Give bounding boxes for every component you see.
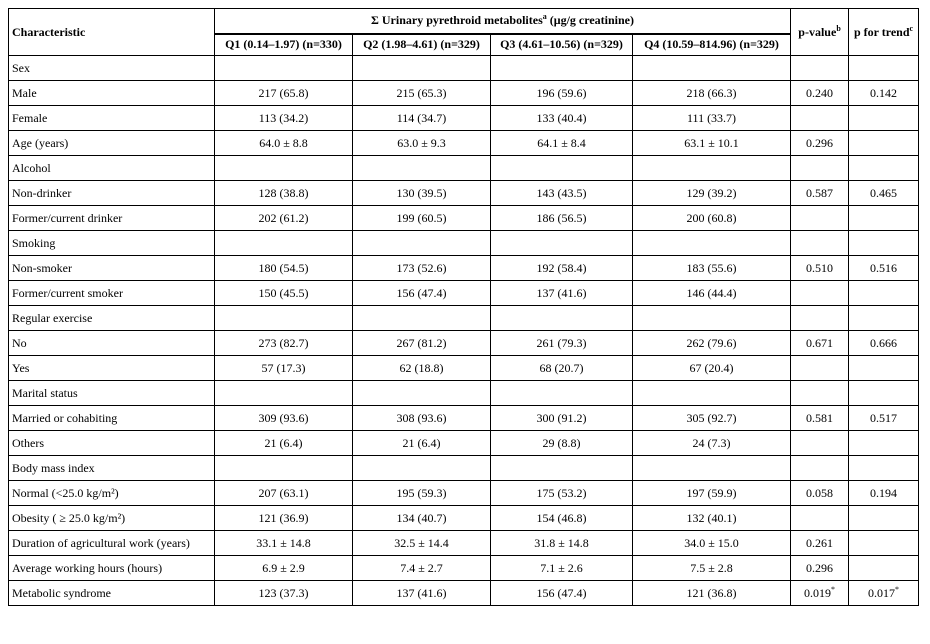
table-row [9, 231, 919, 256]
cell-q1 [215, 481, 353, 506]
row-label-text: Married or cohabiting [12, 410, 118, 425]
table-row [9, 406, 919, 431]
cell-p-trend [849, 381, 919, 406]
cell-q3 [491, 306, 633, 331]
quartile-header-q2: Q2 (1.98–4.61) (n=329) [353, 34, 491, 56]
table-row [9, 206, 919, 231]
table-body [9, 56, 919, 606]
cell-p-value-text: 0.058 [806, 485, 834, 500]
cell-q1-text: 6.9 ± 2.9 [262, 560, 305, 575]
cell-p-trend [849, 231, 919, 256]
cell-p-trend-text: 0.142 [870, 85, 898, 100]
cell-q4-text: 183 (55.6) [686, 260, 737, 275]
cell-p-value-text: 0.240 [806, 85, 834, 100]
cell-q4-text: 34.0 ± 15.0 [684, 535, 739, 550]
cell-q2 [353, 56, 491, 81]
row-label [9, 131, 215, 156]
cell-q1-text: 217 (65.8) [258, 85, 309, 100]
group-unit: (μg/g creatinine) [546, 13, 634, 28]
row-label-text: Non-drinker [12, 185, 72, 200]
cell-q1 [215, 156, 353, 181]
table-row [9, 556, 919, 581]
characteristics-table [8, 8, 919, 606]
cell-p-value [791, 406, 849, 431]
cell-q3 [491, 406, 633, 431]
table-row [9, 281, 919, 306]
table-row [9, 306, 919, 331]
quartile-header-q3: Q3 (4.61–10.56) (n=329) [491, 34, 633, 56]
cell-p-value [791, 381, 849, 406]
cell-p-value [791, 281, 849, 306]
cell-q4-text: 262 (79.6) [686, 335, 737, 350]
row-label [9, 556, 215, 581]
row-label [9, 356, 215, 381]
p-trend-label: p for trend [853, 24, 910, 39]
cell-q3 [491, 56, 633, 81]
table-row [9, 81, 919, 106]
row-label [9, 256, 215, 281]
table-row [9, 106, 919, 131]
cell-q4 [633, 456, 791, 481]
cell-p-value-text: 0.296 [806, 135, 834, 150]
header-row-top [9, 9, 919, 34]
cell-q3-text: 7.1 ± 2.6 [540, 560, 583, 575]
cell-p-trend [849, 181, 919, 206]
cell-q3-text: 29 (8.8) [542, 435, 581, 450]
row-label-text: Former/current drinker [12, 210, 123, 225]
cell-p-value [791, 481, 849, 506]
cell-q2 [353, 356, 491, 381]
table-row [9, 181, 919, 206]
row-label-text: Former/current smoker [12, 285, 123, 300]
cell-q3-text: 133 (40.4) [536, 110, 587, 125]
cell-q1-text: 273 (82.7) [258, 335, 309, 350]
cell-q4-text: 67 (20.4) [689, 360, 734, 375]
cell-q2 [353, 531, 491, 556]
cell-q2 [353, 206, 491, 231]
table-row [9, 256, 919, 281]
cell-q3-text: 68 (20.7) [539, 360, 584, 375]
cell-q4-text: 146 (44.4) [686, 285, 737, 300]
table-row [9, 356, 919, 381]
cell-p-trend [849, 406, 919, 431]
cell-q2 [353, 506, 491, 531]
cell-q2 [353, 406, 491, 431]
cell-p-trend-text: 0.194 [870, 485, 898, 500]
cell-q2 [353, 181, 491, 206]
row-label-text: Non-smoker [12, 260, 72, 275]
cell-q1-text: 309 (93.6) [258, 410, 309, 425]
cell-p-trend [849, 106, 919, 131]
cell-q1 [215, 131, 353, 156]
cell-q1-text: 128 (38.8) [258, 185, 309, 200]
row-label [9, 156, 215, 181]
cell-q1 [215, 56, 353, 81]
cell-q4 [633, 356, 791, 381]
cell-q3 [491, 356, 633, 381]
p-value-footnote: b [836, 23, 841, 33]
row-label [9, 531, 215, 556]
row-label [9, 481, 215, 506]
table-row [9, 331, 919, 356]
cell-q1-text: 21 (6.4) [264, 435, 303, 450]
cell-p-value [791, 306, 849, 331]
cell-q3 [491, 456, 633, 481]
table-row [9, 481, 919, 506]
cell-q4 [633, 56, 791, 81]
row-label-text: Duration of agricultural work (years) [12, 535, 190, 550]
row-label [9, 206, 215, 231]
cell-q2-text: 114 (34.7) [396, 110, 447, 125]
cell-q4 [633, 281, 791, 306]
cell-p-trend [849, 531, 919, 556]
cell-p-trend [849, 156, 919, 181]
cell-p-value [791, 131, 849, 156]
row-label [9, 106, 215, 131]
p-trend-header [849, 9, 919, 56]
cell-q2 [353, 131, 491, 156]
row-label-text: Smoking [12, 235, 56, 250]
cell-q3-text: 64.1 ± 8.4 [537, 135, 586, 150]
row-label [9, 431, 215, 456]
cell-p-value [791, 531, 849, 556]
cell-p-trend [849, 481, 919, 506]
cell-q2-text: 308 (93.6) [396, 410, 447, 425]
cell-q4 [633, 131, 791, 156]
cell-q4-text: 24 (7.3) [692, 435, 731, 450]
cell-q2-text: 199 (60.5) [396, 210, 447, 225]
p-value-label: p-value [798, 24, 837, 39]
cell-q4-text: 63.1 ± 10.1 [684, 135, 739, 150]
cell-q4 [633, 556, 791, 581]
cell-q4 [633, 106, 791, 131]
cell-p-value [791, 181, 849, 206]
row-label-text: Average working hours (hours) [12, 560, 163, 575]
cell-q1 [215, 531, 353, 556]
cell-q1 [215, 231, 353, 256]
row-label-text: No [12, 335, 27, 350]
cell-q1 [215, 81, 353, 106]
cell-q3-text: 186 (56.5) [536, 210, 587, 225]
cell-q2 [353, 156, 491, 181]
cell-q3 [491, 281, 633, 306]
table-row [9, 131, 919, 156]
cell-q4 [633, 331, 791, 356]
cell-q3 [491, 231, 633, 256]
row-label [9, 381, 215, 406]
cell-q1 [215, 406, 353, 431]
table-row [9, 531, 919, 556]
cell-q3-text: 156 (47.4) [536, 585, 587, 600]
cell-p-value-text: 0.296 [806, 560, 834, 575]
cell-q1 [215, 206, 353, 231]
cell-q4 [633, 256, 791, 281]
cell-p-trend [849, 356, 919, 381]
cell-q2 [353, 556, 491, 581]
row-label [9, 456, 215, 481]
cell-q3 [491, 156, 633, 181]
cell-q4 [633, 81, 791, 106]
cell-p-trend [849, 131, 919, 156]
cell-q4 [633, 181, 791, 206]
cell-q3-text: 192 (58.4) [536, 260, 587, 275]
cell-q1-text: 202 (61.2) [258, 210, 309, 225]
cell-q2 [353, 581, 491, 606]
cell-q2-text: 21 (6.4) [402, 435, 441, 450]
cell-q1 [215, 581, 353, 606]
cell-q2 [353, 431, 491, 456]
cell-p-value [791, 356, 849, 381]
cell-q3 [491, 581, 633, 606]
cell-p-trend [849, 581, 919, 606]
cell-p-trend [849, 431, 919, 456]
cell-q4 [633, 531, 791, 556]
cell-q2-text: 137 (41.6) [396, 585, 447, 600]
cell-q2-text: 267 (81.2) [396, 335, 447, 350]
cell-p-trend [849, 256, 919, 281]
cell-q1-text: 113 (34.2) [258, 110, 309, 125]
cell-p-trend-text: 0.666 [870, 335, 898, 350]
cell-q3 [491, 381, 633, 406]
cell-q3 [491, 331, 633, 356]
cell-q2 [353, 256, 491, 281]
cell-q1-text: 57 (17.3) [261, 360, 306, 375]
cell-p-value [791, 231, 849, 256]
cell-q3-text: 154 (46.8) [536, 510, 587, 525]
cell-q2-text: 195 (59.3) [396, 485, 447, 500]
row-label-text: Alcohol [12, 160, 51, 175]
quartile-header-q4: Q4 (10.59–814.96) (n=329) [633, 34, 791, 56]
cell-q3 [491, 431, 633, 456]
cell-q3 [491, 506, 633, 531]
cell-q1 [215, 256, 353, 281]
cell-q4-text: 132 (40.1) [686, 510, 737, 525]
cell-q2 [353, 481, 491, 506]
cell-q1 [215, 106, 353, 131]
table-row [9, 506, 919, 531]
row-label-text: Body mass index [12, 460, 95, 475]
cell-p-value [791, 56, 849, 81]
cell-q1 [215, 306, 353, 331]
cell-q1 [215, 506, 353, 531]
cell-q1 [215, 456, 353, 481]
cell-q1-text: 121 (36.9) [258, 510, 309, 525]
cell-p-trend-text: 0.516 [870, 260, 898, 275]
cell-p-value [791, 331, 849, 356]
cell-q2-text: 7.4 ± 2.7 [400, 560, 443, 575]
cell-q4-text: 218 (66.3) [686, 85, 737, 100]
cell-p-value-text: 0.581 [806, 410, 834, 425]
cell-q2 [353, 81, 491, 106]
cell-p-trend [849, 556, 919, 581]
row-label-text: Sex [12, 60, 30, 75]
cell-q1 [215, 356, 353, 381]
row-label [9, 181, 215, 206]
table-row [9, 56, 919, 81]
cell-q4 [633, 306, 791, 331]
row-label [9, 231, 215, 256]
row-label-text: Male [12, 85, 37, 100]
cell-q1-text: 123 (37.3) [258, 585, 309, 600]
cell-p-value [791, 556, 849, 581]
cell-p-value [791, 581, 849, 606]
group-title: Σ Urinary pyrethroid metabolites [371, 13, 543, 28]
cell-p-value-text: 0.671 [806, 335, 834, 350]
cell-q4 [633, 481, 791, 506]
cell-p-value [791, 156, 849, 181]
cell-q4-text: 200 (60.8) [686, 210, 737, 225]
cell-q2-text: 215 (65.3) [396, 85, 447, 100]
cell-q4 [633, 506, 791, 531]
cell-q1 [215, 556, 353, 581]
cell-q4-text: 197 (59.9) [686, 485, 737, 500]
cell-p-value [791, 456, 849, 481]
row-label-text: Regular exercise [12, 310, 93, 325]
cell-q2-text: 62 (18.8) [399, 360, 444, 375]
cell-q4 [633, 581, 791, 606]
cell-p-trend [849, 56, 919, 81]
cell-p-trend-text: 0.465 [870, 185, 898, 200]
cell-p-trend-text: 0.517 [870, 410, 898, 425]
cell-q1 [215, 281, 353, 306]
cell-q2 [353, 331, 491, 356]
cell-q4 [633, 406, 791, 431]
metabolites-group-header [215, 9, 791, 34]
cell-q3 [491, 106, 633, 131]
characteristic-header: Characteristic [9, 9, 215, 56]
row-label-text: Normal (<25.0 kg/m²) [12, 485, 119, 500]
cell-p-trend [849, 506, 919, 531]
cell-q4 [633, 431, 791, 456]
cell-q3 [491, 556, 633, 581]
cell-q3-text: 300 (91.2) [536, 410, 587, 425]
table-row [9, 581, 919, 606]
cell-p-value [791, 81, 849, 106]
row-label [9, 281, 215, 306]
row-label [9, 506, 215, 531]
cell-q4-text: 7.5 ± 2.8 [690, 560, 733, 575]
cell-q3-text: 143 (43.5) [536, 185, 587, 200]
cell-q3-text: 261 (79.3) [536, 335, 587, 350]
row-label [9, 581, 215, 606]
cell-q1 [215, 431, 353, 456]
cell-q2-text: 32.5 ± 14.4 [394, 535, 449, 550]
cell-p-value [791, 106, 849, 131]
cell-p-trend-text: 0.017 [868, 585, 896, 600]
row-label-text: Obesity ( ≥ 25.0 kg/m²) [12, 510, 126, 525]
cell-p-value-text: 0.019 [804, 585, 832, 600]
row-label [9, 81, 215, 106]
cell-q1-text: 33.1 ± 14.8 [256, 535, 311, 550]
cell-q1-text: 207 (63.1) [258, 485, 309, 500]
cell-p-trend [849, 281, 919, 306]
table-row [9, 156, 919, 181]
row-label [9, 331, 215, 356]
cell-q3 [491, 81, 633, 106]
cell-q4-text: 305 (92.7) [686, 410, 737, 425]
cell-q2 [353, 281, 491, 306]
group-footnote-a: a [542, 12, 547, 22]
cell-q3 [491, 481, 633, 506]
cell-q3-text: 137 (41.6) [536, 285, 587, 300]
p-value-header [791, 9, 849, 56]
cell-q2 [353, 106, 491, 131]
cell-p-value-text: 0.261 [806, 535, 834, 550]
cell-q3-text: 196 (59.6) [536, 85, 587, 100]
cell-p-value-text: 0.510 [806, 260, 834, 275]
cell-p-value-text: 0.587 [806, 185, 834, 200]
row-label-text: Marital status [12, 385, 78, 400]
row-label-text: Yes [12, 360, 30, 375]
cell-q2-text: 130 (39.5) [396, 185, 447, 200]
cell-p-trend [849, 331, 919, 356]
cell-q1-text: 180 (54.5) [258, 260, 309, 275]
row-label-text: Metabolic syndrome [12, 585, 111, 600]
row-label [9, 56, 215, 81]
cell-q2-text: 63.0 ± 9.3 [397, 135, 446, 150]
cell-q3 [491, 131, 633, 156]
cell-q3-text: 175 (53.2) [536, 485, 587, 500]
row-label [9, 306, 215, 331]
cell-q4-text: 111 (33.7) [686, 110, 737, 125]
table-row [9, 431, 919, 456]
cell-q4 [633, 156, 791, 181]
cell-q2 [353, 231, 491, 256]
cell-q2-text: 173 (52.6) [396, 260, 447, 275]
cell-q4-text: 129 (39.2) [686, 185, 737, 200]
cell-q4 [633, 206, 791, 231]
cell-p-trend [849, 306, 919, 331]
significance-marker: * [895, 584, 900, 594]
cell-q2-text: 156 (47.4) [396, 285, 447, 300]
table-row [9, 381, 919, 406]
significance-marker: * [831, 584, 836, 594]
cell-q4 [633, 381, 791, 406]
cell-q2-text: 134 (40.7) [396, 510, 447, 525]
cell-p-value [791, 206, 849, 231]
cell-q3-text: 31.8 ± 14.8 [534, 535, 589, 550]
cell-q2 [353, 381, 491, 406]
cell-q4 [633, 231, 791, 256]
quartile-header-q1: Q1 (0.14–1.97) (n=330) [215, 34, 353, 56]
cell-p-value [791, 506, 849, 531]
cell-q3 [491, 256, 633, 281]
cell-q1-text: 64.0 ± 8.8 [259, 135, 308, 150]
cell-q1 [215, 331, 353, 356]
cell-q2 [353, 456, 491, 481]
cell-p-trend [849, 206, 919, 231]
cell-p-trend [849, 81, 919, 106]
table-row [9, 456, 919, 481]
cell-q1-text: 150 (45.5) [258, 285, 309, 300]
cell-p-trend [849, 456, 919, 481]
cell-q1 [215, 181, 353, 206]
cell-p-value [791, 256, 849, 281]
row-label [9, 406, 215, 431]
cell-q2 [353, 306, 491, 331]
row-label-text: Others [12, 435, 44, 450]
cell-p-value [791, 431, 849, 456]
cell-q4-text: 121 (36.8) [686, 585, 737, 600]
cell-q3 [491, 531, 633, 556]
cell-q3 [491, 181, 633, 206]
cell-q1 [215, 381, 353, 406]
row-label-text: Female [12, 110, 48, 125]
p-trend-footnote: c [909, 23, 914, 33]
row-label-text: Age (years) [12, 135, 69, 150]
cell-q3 [491, 206, 633, 231]
